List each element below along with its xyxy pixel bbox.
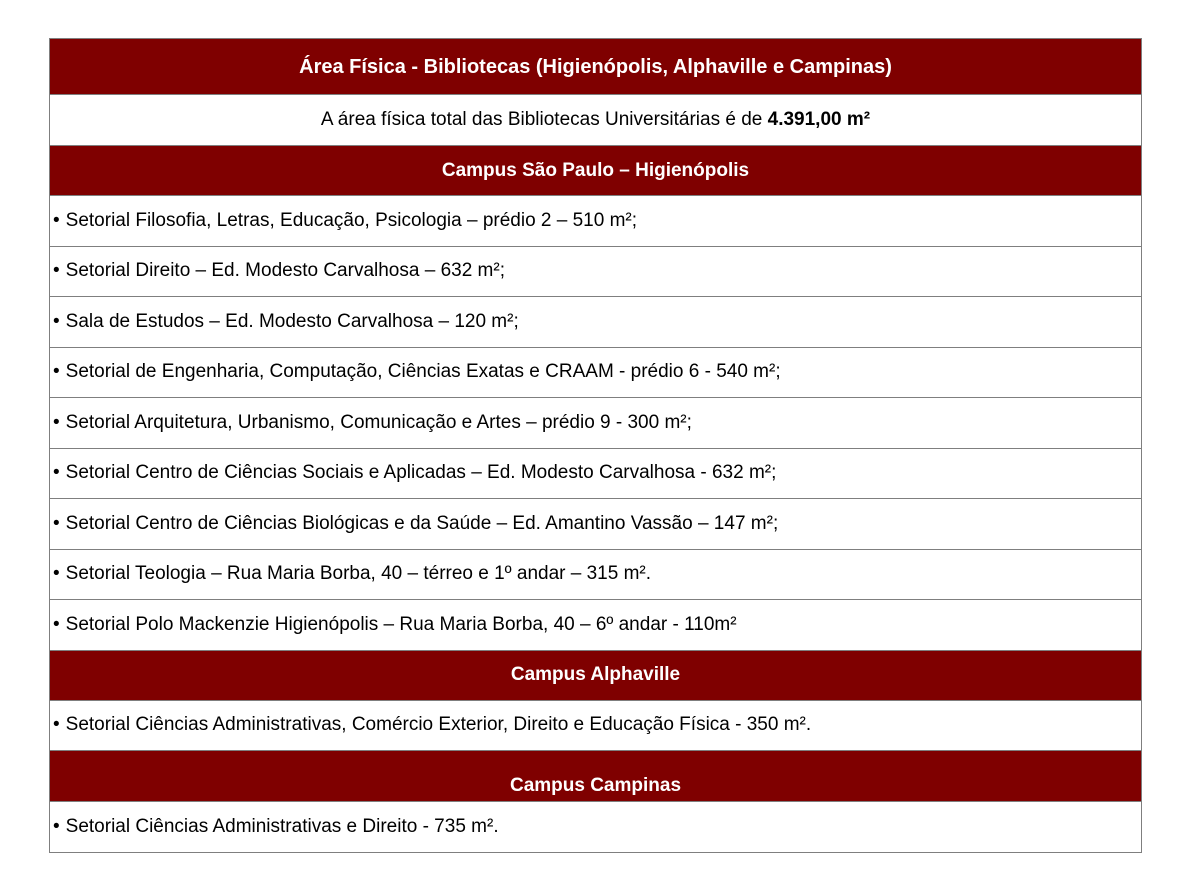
list-item [50, 499, 1142, 550]
item-text: Setorial Centro de Ciências Biológicas e da Saúde – Ed. Amantino Vassão – 147 m²; [65, 512, 779, 534]
list-item [50, 600, 1142, 651]
item-text: Setorial Ciências Administrativas e Direito - 735 m². [65, 815, 499, 837]
list-item [50, 196, 1142, 247]
list-item [50, 398, 1142, 449]
section-heading-campinas: Campus Campinas [50, 751, 1142, 802]
intro-cell [50, 95, 1142, 146]
list-item [50, 246, 1142, 297]
total-area: 4.391,00 m² [767, 109, 871, 130]
item-text: Setorial Direito – Ed. Modesto Carvalhosa – 632 m²; [65, 260, 505, 282]
section-heading-higienopolis: Campus São Paulo – Higienópolis [50, 146, 1142, 196]
bullet-icon: • [53, 310, 60, 332]
item-text: Setorial Teologia – Rua Maria Borba, 40 – térreo e 1º andar – 315 m². [65, 563, 652, 585]
bullet-icon: • [53, 260, 60, 282]
bullet-icon: • [53, 613, 60, 635]
item-text: Setorial Polo Mackenzie Higienópolis – Rua Maria Borba, 40 – 6º andar - 110m² [65, 613, 737, 635]
list-item [50, 347, 1142, 398]
section-heading-row [50, 751, 1142, 802]
table-title: Área Física - Bibliotecas (Higienópolis, Alphaville e Campinas) [50, 39, 1142, 95]
bullet-icon: • [53, 815, 60, 837]
bullet-icon: • [53, 361, 60, 383]
list-item [50, 802, 1142, 853]
intro-row [50, 95, 1142, 146]
list-item [50, 448, 1142, 499]
list-item [50, 549, 1142, 600]
item-text: Setorial Arquitetura, Urbanismo, Comunicação e Artes – prédio 9 - 300 m²; [65, 411, 692, 433]
item-text: Sala de Estudos – Ed. Modesto Carvalhosa – 120 m²; [65, 310, 519, 332]
bullet-icon: • [53, 462, 60, 484]
title-row [50, 39, 1142, 95]
bullet-icon: • [53, 714, 60, 736]
item-text: Setorial Ciências Administrativas, Comércio Exterior, Direito e Educação Física - 350 m². [65, 714, 812, 736]
bullet-icon: • [53, 411, 60, 433]
section-heading-row [50, 650, 1142, 700]
list-item [50, 700, 1142, 751]
bullet-icon: • [53, 512, 60, 534]
item-text: Setorial Filosofia, Letras, Educação, Psicologia – prédio 2 – 510 m²; [65, 209, 638, 231]
section-heading-row [50, 146, 1142, 196]
list-item [50, 297, 1142, 348]
intro-text: A área física total das Bibliotecas Universitárias é de [320, 109, 768, 130]
section-heading-alphaville: Campus Alphaville [50, 650, 1142, 700]
bullet-icon: • [53, 563, 60, 585]
bullet-icon: • [53, 209, 60, 231]
libraries-area-table [49, 38, 1142, 853]
item-text: Setorial de Engenharia, Computação, Ciências Exatas e CRAAM - prédio 6 - 540 m²; [65, 361, 781, 383]
item-text: Setorial Centro de Ciências Sociais e Aplicadas – Ed. Modesto Carvalhosa - 632 m²; [65, 462, 777, 484]
